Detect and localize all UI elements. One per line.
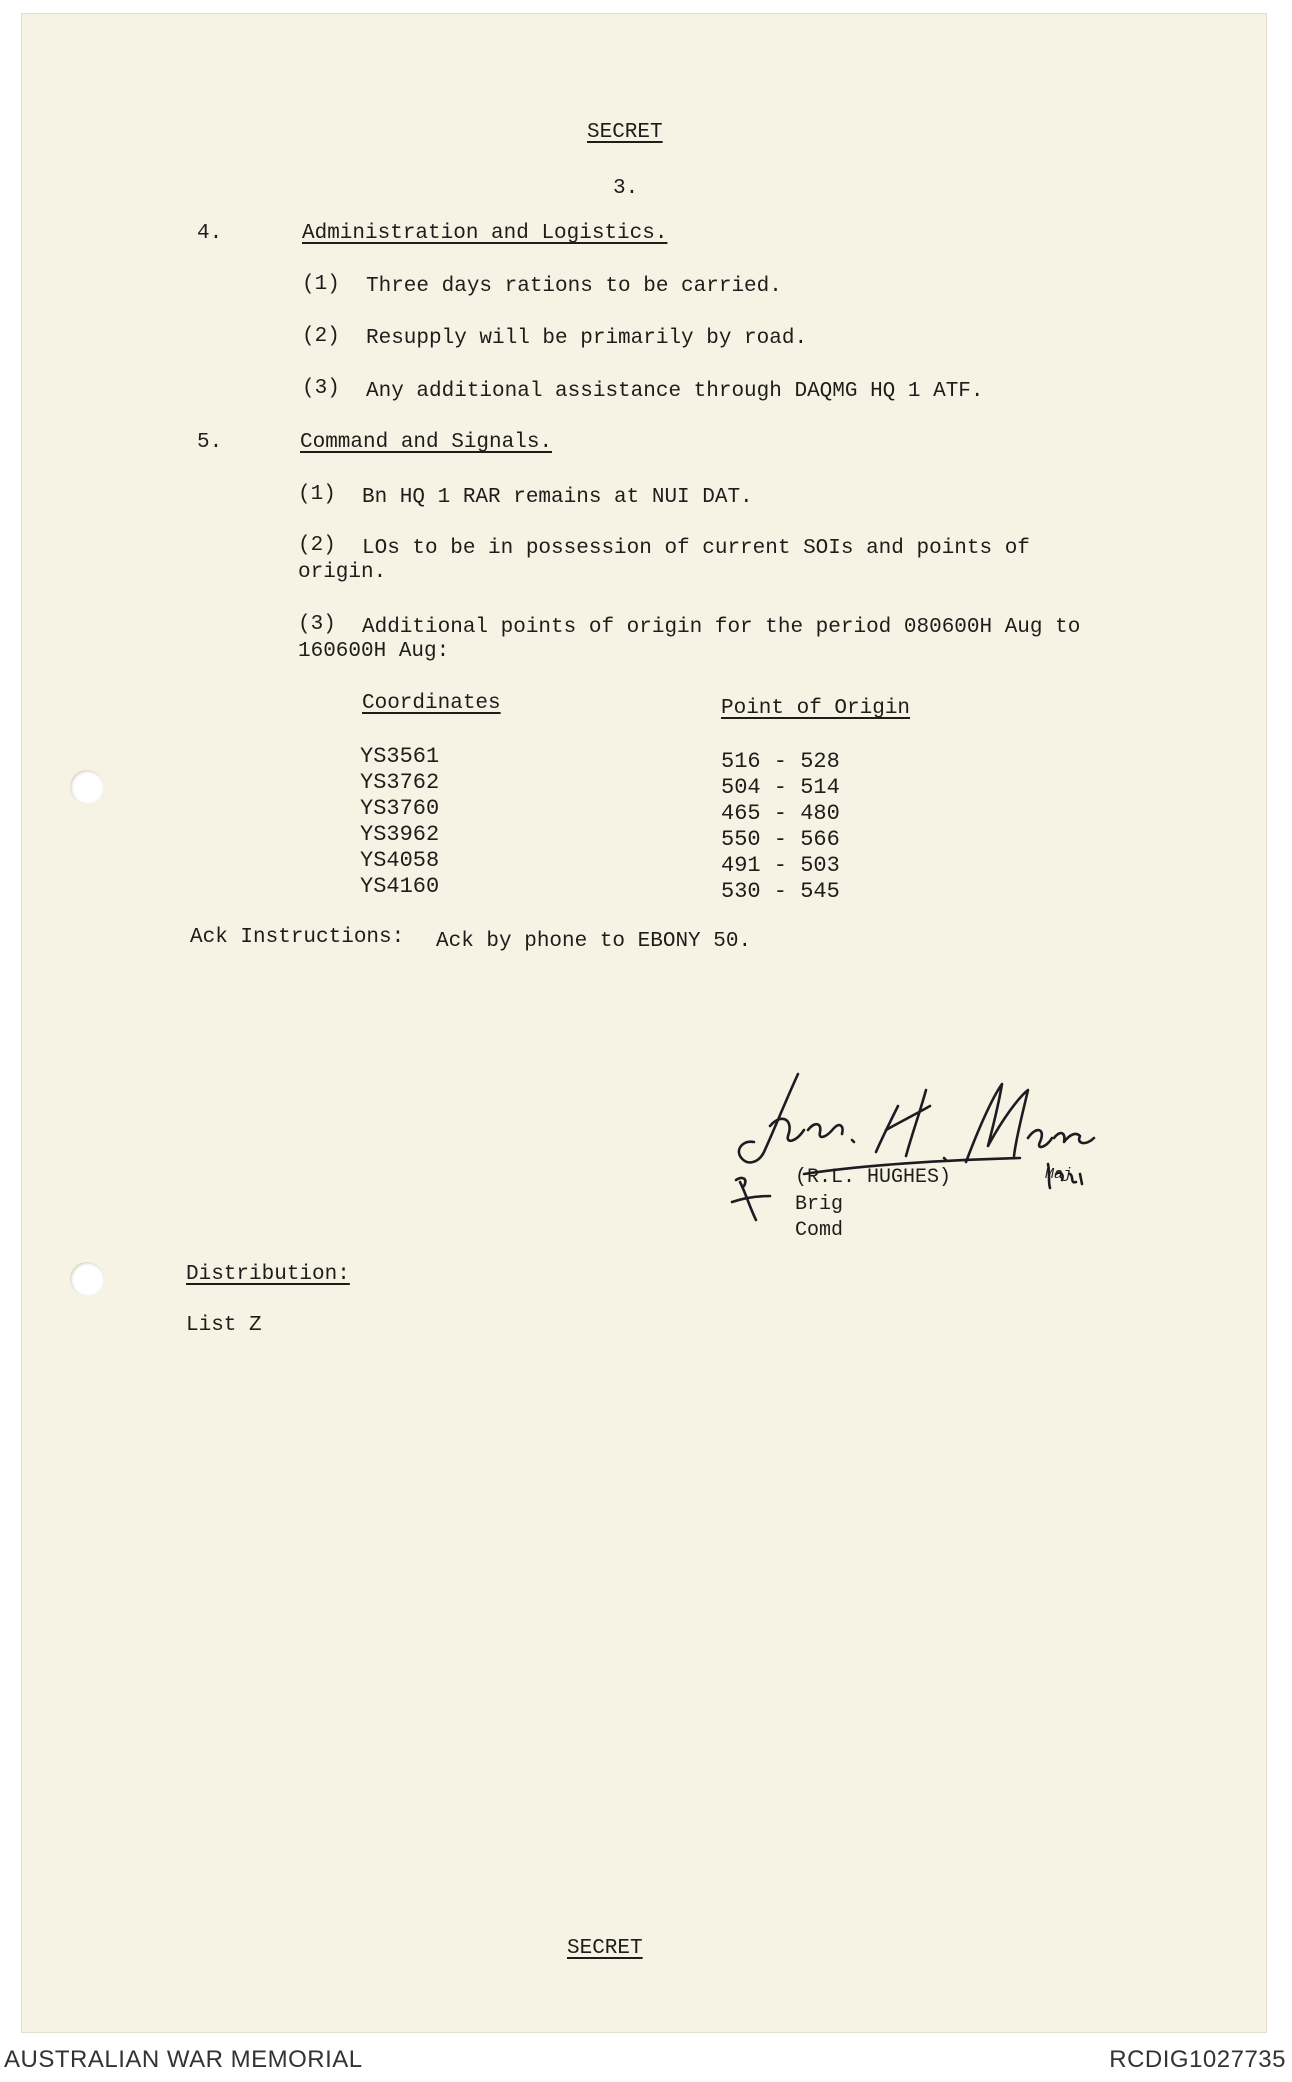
signatory-name: (R.L. HUGHES): [795, 1166, 952, 1189]
table-cell: YS3760: [360, 796, 440, 821]
item-number: (1): [302, 273, 340, 296]
table-cell: YS3962: [360, 822, 440, 847]
section-title: Administration and Logistics.: [302, 222, 668, 245]
item-number: (3): [302, 377, 340, 400]
punch-hole: [70, 1262, 104, 1296]
item-number: (2): [298, 534, 336, 557]
archive-id: RCDIG1027735: [1109, 2046, 1286, 2073]
distribution-label: Distribution:: [186, 1263, 350, 1286]
classification-footer: SECRET: [567, 1937, 643, 1960]
archive-credit: AUSTRALIAN WAR MEMORIAL: [4, 2046, 363, 2073]
table-cell: YS4058: [360, 848, 440, 873]
ack-instructions: Ack by phone to EBONY 50.: [436, 930, 752, 953]
table-cell: 504 - 514: [721, 775, 840, 800]
table-cell: YS3561: [360, 744, 440, 769]
table-cell: YS3762: [360, 770, 440, 795]
item-text: LOs to be in possession of current SOIs and points of: [362, 537, 1030, 560]
table-cell: 516 - 528: [721, 749, 840, 774]
punch-hole: [70, 770, 104, 804]
section-number: 4.: [197, 222, 223, 245]
item-text: Three days rations to be carried.: [366, 275, 782, 298]
table-header-point-of-origin: Point of Origin: [721, 697, 911, 720]
signatory-appointment: Comd: [795, 1219, 844, 1242]
table-cell: YS4160: [360, 874, 440, 899]
distribution-list: List Z: [186, 1314, 262, 1337]
section-title: Command and Signals.: [300, 431, 553, 454]
table-header-coordinates: Coordinates: [362, 692, 501, 715]
origin-column: [721, 749, 840, 905]
item-number: (3): [298, 613, 336, 636]
signatory-rank: Brig: [795, 1193, 844, 1216]
item-text: Bn HQ 1 RAR remains at NUI DAT.: [362, 486, 753, 509]
section-number: 5.: [197, 431, 223, 454]
signature-annotation: Maj: [1045, 1166, 1073, 1183]
item-number: (2): [302, 325, 340, 348]
page-number: 3.: [613, 177, 639, 200]
classification-header: SECRET: [587, 121, 663, 144]
table-cell: 491 - 503: [721, 853, 840, 878]
coordinates-column: [360, 744, 439, 900]
ack-label: Ack Instructions:: [190, 926, 405, 949]
item-text: Additional points of origin for the period 080600H Aug to: [362, 616, 1081, 639]
table-cell: 465 - 480: [721, 801, 840, 826]
document-page: [22, 14, 1266, 2032]
signature-text: Ian. H. Marlow: [730, 1060, 739, 1061]
signature: [730, 1060, 1100, 1230]
item-text: 160600H Aug:: [298, 640, 450, 663]
item-text: Any additional assistance through DAQMG HQ 1 ATF.: [366, 380, 984, 403]
table-cell: 550 - 566: [721, 827, 840, 852]
item-text: Resupply will be primarily by road.: [366, 327, 808, 350]
item-text: origin.: [298, 561, 387, 584]
table-cell: 530 - 545: [721, 879, 840, 904]
item-number: (1): [298, 483, 336, 506]
